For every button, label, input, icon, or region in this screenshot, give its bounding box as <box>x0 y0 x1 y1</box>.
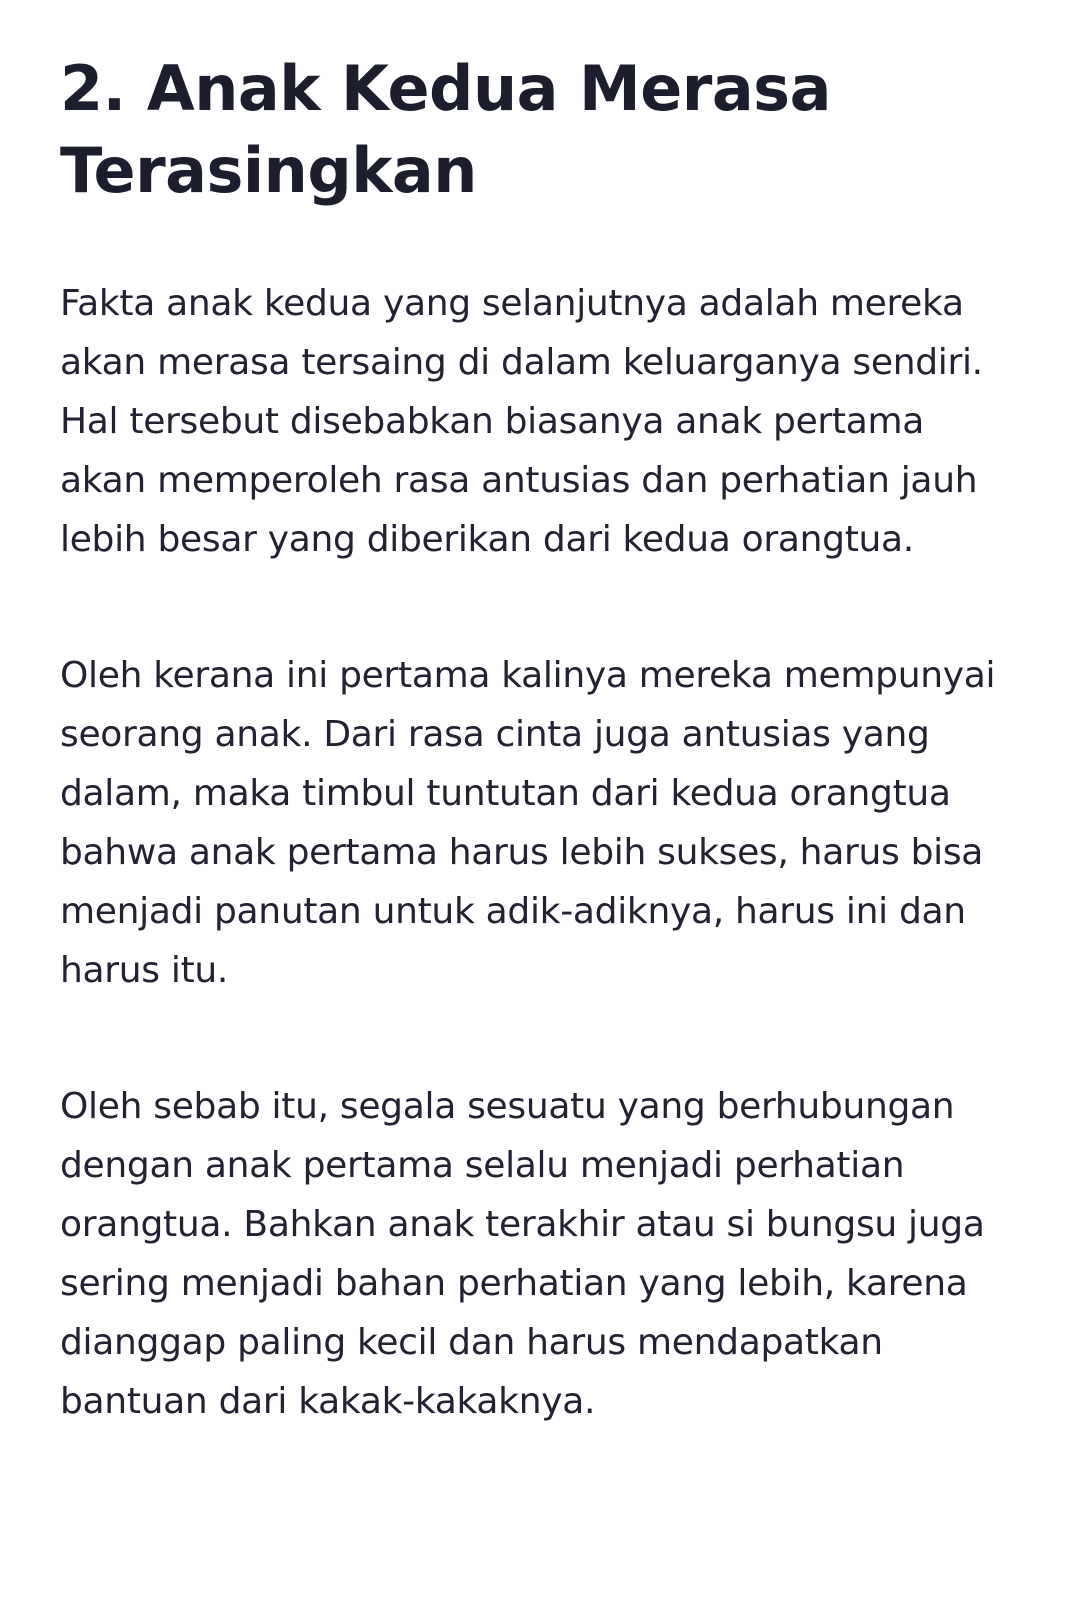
paragraph-3: Oleh sebab itu, segala sesuatu yang berhubungan dengan anak pertama selalu menjadi perhatian orangtua. Bahkan anak terakhir atau si bungsu juga sering menjadi bahan perhatian yang lebih, karena dianggap paling kecil dan harus mendapatkan bantuan dari kakak-kakaknya. <box>60 1086 985 1422</box>
paragraph-2: Oleh kerana ini pertama kalinya mereka mempunyai seorang anak. Dari rasa cinta juga antusias yang dalam, maka timbul tuntutan dari kedua orangtua bahwa anak pertama harus lebih sukses, harus bisa menjadi panutan untuk adik-adiknya, harus ini dan harus itu. <box>60 655 996 991</box>
section-heading: 2. Anak Kedua Merasa Terasingkan <box>60 52 831 207</box>
article-body <box>60 0 1020 1431</box>
paragraph-1: Fakta anak kedua yang selanjutnya adalah mereka akan merasa tersaing di dalam keluarganya sendiri. Hal tersebut disebabkan biasanya anak pertama akan memperoleh rasa antusias dan perhatian jauh lebih besar yang diberikan dari kedua orangtua. <box>60 283 983 560</box>
